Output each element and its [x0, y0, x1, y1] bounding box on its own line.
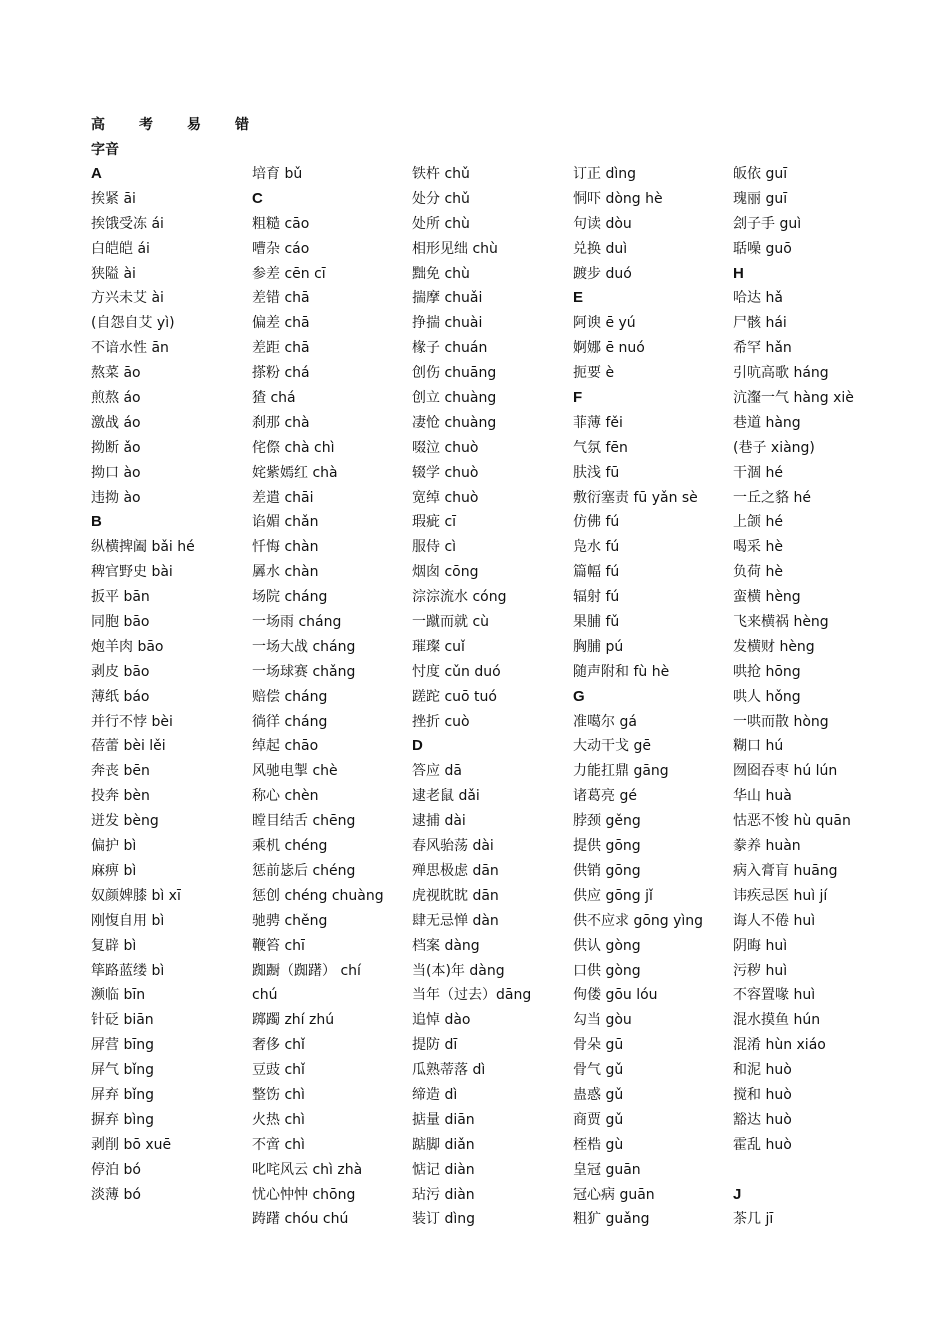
- word-entry: 聒噪 guō: [733, 240, 792, 257]
- word-entry: 服侍 cì: [412, 539, 457, 556]
- word-entry: 薄纸 báo: [91, 688, 150, 705]
- section-letter-heading: A: [91, 165, 102, 182]
- word-entry: 差遣 chāi: [252, 489, 314, 506]
- word-entry: 骨朵 gū: [573, 1037, 624, 1054]
- word-entry: 称心 chèn: [252, 788, 319, 805]
- word-entry: 病入膏肓 huāng: [733, 862, 838, 879]
- word-entry: 方兴未艾 ài: [91, 290, 164, 307]
- word-entry: 当(本)年 dàng: [412, 962, 505, 979]
- word-entry: 瑰丽 guī: [733, 190, 788, 207]
- word-entry: 篇幅 fú: [573, 564, 620, 581]
- word-entry: 供不应求 gōng yìng: [573, 912, 704, 929]
- word-entry: 供认 gòng: [573, 937, 641, 954]
- word-entry: (巷子 xiàng): [733, 439, 815, 456]
- word-entry: 脖颈 gěng: [573, 813, 641, 830]
- word-entry: 扼要 è: [573, 365, 615, 382]
- word-entry: 椽子 chuán: [412, 340, 488, 357]
- word-entry: 豆豉 chǐ: [252, 1062, 305, 1079]
- word-entry: 发横财 hèng: [733, 638, 815, 655]
- word-entry: 剥削 bō xuē: [91, 1136, 172, 1153]
- word-entry: 惩创 chéng chuàng: [252, 887, 384, 904]
- word-entry: 随声附和 fù hè: [573, 663, 670, 680]
- word-entry: 订正 dìng: [573, 166, 636, 182]
- word-entry: 挫折 cuò: [412, 713, 470, 730]
- word-entry: 培育 bǔ: [252, 166, 303, 182]
- word-entry: 勾当 gòu: [573, 1012, 632, 1029]
- word-entry: 踱步 duó: [573, 265, 632, 282]
- word-entry: 参差 cēn cī: [252, 265, 326, 282]
- word-entry: 搅和 huò: [733, 1086, 792, 1103]
- word-entry: 一哄而散 hòng: [733, 713, 829, 730]
- word-entry: 干涸 hé: [733, 464, 783, 481]
- word-entry: 嘈杂 cáo: [252, 240, 310, 257]
- word-entry: 剥皮 bāo: [91, 663, 150, 680]
- word-entry: 讳疾忌医 huì jí: [733, 887, 828, 904]
- word-entry: 拗口 ào: [91, 464, 141, 481]
- word-entry: 敷衍塞责 fū yǎn sè: [573, 489, 698, 506]
- word-entry: 姹紫嫣红 chà: [252, 464, 338, 481]
- page-title: [91, 114, 283, 134]
- section-letter-heading: G: [573, 687, 585, 705]
- word-entry: 豢养 huàn: [733, 838, 801, 855]
- word-entry: 句读 dòu: [573, 215, 632, 232]
- word-entry: 茶几 jī: [733, 1211, 774, 1228]
- word-entry: 踟蹰（踟躇） chí: [252, 962, 361, 979]
- word-entry: 熬菜 āo: [91, 365, 141, 382]
- word-entry: 炮羊肉 bāo: [91, 638, 164, 655]
- word-entry: 阴晦 huì: [733, 937, 788, 954]
- word-entry: 啜泣 chuò: [412, 439, 479, 456]
- word-entry: 皇冠 guān: [573, 1161, 641, 1178]
- word-entry: 赔偿 cháng: [252, 688, 328, 705]
- word-entry: 恫吓 dòng hè: [573, 190, 663, 207]
- word-entry: 掂量 diān: [412, 1111, 475, 1128]
- word-entry: 阿谀 ē yú: [573, 315, 636, 332]
- word-entry: 淙淙流水 cóng: [412, 589, 507, 606]
- word-entry: 拗断 ǎo: [91, 439, 141, 456]
- word-entry: 上颌 hé: [733, 514, 783, 531]
- word-entry: 供销 gōng: [573, 862, 641, 879]
- title-char: 高: [91, 117, 105, 133]
- word-entry: 火热 chì: [252, 1111, 305, 1128]
- word-entry: 偏护 bì: [91, 838, 137, 855]
- word-entry: 冠心病 guān: [573, 1186, 655, 1203]
- word-entry: 筚路蓝缕 bì: [91, 962, 165, 979]
- word-entry: 黜免 chù: [412, 265, 470, 282]
- word-entry: 忧心忡忡 chōng: [252, 1186, 356, 1203]
- word-entry: 供应 gōng jǐ: [573, 887, 653, 904]
- word-entry: [733, 1158, 893, 1183]
- word-entry: 鞭笞 chī: [252, 937, 305, 954]
- word-entry: 差错 chā: [252, 290, 310, 307]
- word-entry: 哄人 hǒng: [733, 688, 801, 705]
- word-entry: 肆无忌惮 dàn: [412, 912, 499, 929]
- page-subtitle: 字音: [91, 142, 119, 158]
- word-entry: 不谙水性 ān: [91, 340, 169, 357]
- word-entry: 怙恶不悛 hù quān: [733, 813, 851, 830]
- word-entry: 一蹴而就 cù: [412, 614, 490, 631]
- word-entry: 创立 chuàng: [412, 390, 497, 407]
- word-entry: 一场球赛 chǎng: [252, 663, 356, 680]
- word-entry: 瞠目结舌 chēng: [252, 813, 356, 830]
- word-entry: 囫囵吞枣 hú lún: [733, 763, 838, 780]
- word-column-5: [733, 162, 893, 1232]
- word-entry: 蓓蕾 bèi lěi: [91, 738, 166, 755]
- word-entry: 果脯 fǔ: [573, 614, 620, 631]
- word-entry: 挣揣 chuài: [412, 315, 483, 332]
- word-entry: 诲人不倦 huì: [733, 912, 816, 929]
- word-entry: 踌躇 chóu chú: [252, 1211, 349, 1228]
- word-entry: 投奔 bèn: [91, 788, 150, 805]
- word-entry: 蹉跎 cuō tuó: [412, 688, 497, 705]
- word-entry: 桎梏 gù: [573, 1136, 624, 1153]
- word-entry: 搽粉 chá: [252, 365, 310, 382]
- word-entry: 同胞 bāo: [91, 614, 150, 631]
- word-entry: 奴颜婢膝 bì xī: [91, 887, 181, 904]
- word-entry: 装订 dìng: [412, 1211, 475, 1228]
- word-entry: 不啻 chì: [252, 1136, 305, 1153]
- word-entry: 菲薄 fěi: [573, 414, 623, 431]
- word-entry: 哈达 hǎ: [733, 290, 783, 307]
- title-char: 考: [139, 117, 153, 133]
- word-entry: 糊口 hú: [733, 738, 784, 755]
- word-entry: 扳平 bān: [91, 589, 150, 606]
- word-entry: 整饬 chì: [252, 1086, 305, 1103]
- word-entry: 刹那 chà: [252, 414, 310, 431]
- word-entry: 偏差 chā: [252, 315, 310, 332]
- word-entry: 绰起 chāo: [252, 738, 319, 755]
- word-entry: 一场大战 cháng: [252, 638, 356, 655]
- word-entry: 麻痹 bì: [91, 862, 137, 879]
- word-entry: 商贾 gǔ: [573, 1111, 624, 1128]
- word-entry: 屏弃 bǐng: [91, 1086, 154, 1103]
- word-entry: 提供 gōng: [573, 838, 641, 855]
- word-entry: 粗糙 cāo: [252, 215, 310, 232]
- word-entry: 稗官野史 bài: [91, 564, 173, 581]
- word-entry: 奔丧 bēn: [91, 763, 150, 780]
- word-entry: 一丘之貉 hé: [733, 489, 811, 506]
- word-entry: 兑换 duì: [573, 240, 628, 257]
- word-entry: 皈依 guī: [733, 166, 788, 182]
- word-entry: 气氛 fēn: [573, 439, 628, 456]
- word-entry: 不容置喙 huì: [733, 987, 816, 1004]
- section-letter-heading: H: [733, 264, 744, 282]
- word-entry: 屏气 bǐng: [91, 1062, 154, 1079]
- word-entry: 虎视眈眈 dān: [412, 887, 499, 904]
- word-entry: 激战 áo: [91, 414, 141, 431]
- word-entry: 濒临 bīn: [91, 987, 146, 1004]
- word-entry: 惩前毖后 chéng: [252, 862, 356, 879]
- word-entry: 奢侈 chǐ: [252, 1037, 305, 1054]
- word-entry: 口供 gòng: [573, 962, 641, 979]
- word-entry: 追悼 dào: [412, 1012, 471, 1029]
- word-entry: 处所 chù: [412, 215, 470, 232]
- word-entry: 当年（过去）dāng: [412, 987, 532, 1004]
- word-entry: 仿佛 fú: [573, 514, 620, 531]
- word-entry: 纵横捭阖 bǎi hé: [91, 539, 195, 556]
- word-entry: 污秽 huì: [733, 962, 788, 979]
- word-entry: 淡薄 bó: [91, 1186, 141, 1203]
- word-entry: 负荷 hè: [733, 564, 783, 581]
- word-entry: 迸发 bèng: [91, 813, 159, 830]
- word-entry: 哄抢 hōng: [733, 663, 801, 680]
- word-column-3: [412, 162, 572, 1232]
- word-entry: 蛮横 hèng: [733, 589, 801, 606]
- word-entry: 复辟 bì: [91, 937, 137, 954]
- word-entry: 驰骋 chěng: [252, 912, 328, 929]
- word-entry: 婀娜 ē nuó: [573, 340, 645, 357]
- word-entry: 大动干戈 gē: [573, 738, 651, 755]
- word-entry: 场院 cháng: [252, 589, 328, 606]
- word-entry: 谄媚 chǎn: [252, 514, 319, 531]
- word-entry: 煎熬 áo: [91, 390, 141, 407]
- word-entry: 宽绰 chuò: [412, 489, 479, 506]
- word-entry: 踮脚 diǎn: [412, 1136, 475, 1153]
- word-entry: 霍乱 huò: [733, 1136, 792, 1153]
- word-entry: 踯躅 zhí zhú: [252, 1012, 335, 1029]
- section-letter-heading: J: [733, 1185, 742, 1203]
- word-entry: 蛊惑 gǔ: [573, 1086, 624, 1103]
- word-entry: 一场雨 cháng: [252, 614, 342, 631]
- section-letter-heading: F: [573, 389, 583, 407]
- word-entry: 沆瀣一气 hàng xiè: [733, 390, 854, 407]
- word-entry: 提防 dī: [412, 1037, 458, 1054]
- word-entry: 并行不悖 bèi: [91, 713, 173, 730]
- word-entry: 缔造 dì: [412, 1086, 458, 1103]
- word-entry: 屏营 bīng: [91, 1037, 154, 1054]
- word-entry: 刽子手 guì: [733, 215, 802, 232]
- word-column-2: [252, 162, 412, 1232]
- word-entry: 尸骸 hái: [733, 315, 787, 332]
- word-entry: 瑕疵 cī: [412, 514, 457, 531]
- word-entry: 侘傺 chà chì: [252, 439, 335, 456]
- word-entry: 烟囱 cōng: [412, 564, 479, 581]
- word-entry: 凫水 fú: [573, 539, 620, 556]
- word-entry: 挨饿受冻 ái: [91, 215, 164, 232]
- word-column-1: [91, 162, 251, 1207]
- word-entry: 羼水 chàn: [252, 564, 319, 581]
- word-entry: 春风骀荡 dài: [412, 838, 494, 855]
- word-entry: 违拗 ào: [91, 489, 141, 506]
- word-entry: 骨气 gǔ: [573, 1062, 624, 1079]
- word-entry: 瓜熟蒂落 dì: [412, 1062, 486, 1079]
- word-entry: 停泊 bó: [91, 1161, 141, 1178]
- word-entry: 喝采 hè: [733, 539, 783, 556]
- word-entry: 徜徉 cháng: [252, 713, 328, 730]
- word-entry: 相形见绌 chù: [412, 240, 498, 257]
- word-entry: 希罕 hǎn: [733, 340, 792, 357]
- word-entry: 准噶尔 gá: [573, 713, 637, 730]
- word-entry: 混淆 hùn xiáo: [733, 1037, 826, 1054]
- word-column-4: [573, 162, 733, 1232]
- word-entry: 巷道 hàng: [733, 414, 801, 431]
- word-entry: 逮老鼠 dǎi: [412, 788, 480, 805]
- word-entry: 摒弃 bìng: [91, 1111, 154, 1128]
- word-entry: 辐射 fú: [573, 589, 620, 606]
- word-entry: 粗犷 guǎng: [573, 1211, 650, 1228]
- section-letter-heading: B: [91, 513, 102, 531]
- word-entry: 答应 dā: [412, 763, 462, 780]
- word-entry: 风驰电掣 chè: [252, 763, 338, 780]
- word-entry: 叱咤风云 chì zhà: [252, 1161, 363, 1178]
- word-entry: 挨紧 āi: [91, 190, 136, 207]
- word-entry: 创伤 chuāng: [412, 365, 497, 382]
- word-entry: 玷污 diàn: [412, 1186, 475, 1203]
- word-entry: 铁杵 chǔ: [412, 166, 470, 182]
- word-entry: chú: [252, 987, 278, 1004]
- word-entry: 引吭高歌 háng: [733, 365, 829, 382]
- word-entry: 差距 chā: [252, 340, 310, 357]
- word-entry: 忖度 cǔn duó: [412, 663, 501, 680]
- word-entry: 处分 chǔ: [412, 190, 470, 207]
- word-entry: 乘机 chéng: [252, 838, 328, 855]
- word-entry: 猹 chá: [252, 390, 296, 407]
- word-entry: 档案 dàng: [412, 937, 480, 954]
- word-entry: 忏悔 chàn: [252, 539, 319, 556]
- word-entry: 豁达 huò: [733, 1111, 792, 1128]
- word-entry: 飞来横祸 hèng: [733, 614, 829, 631]
- word-entry: 凄怆 chuàng: [412, 414, 497, 431]
- word-entry: 力能扛鼎 gāng: [573, 763, 669, 780]
- word-entry: 惦记 diàn: [412, 1161, 475, 1178]
- word-entry: 佝偻 gōu lóu: [573, 987, 658, 1004]
- section-letter-heading: D: [412, 737, 423, 755]
- word-entry: 辍学 chuò: [412, 464, 479, 481]
- word-entry: 殚思极虑 dān: [412, 862, 499, 879]
- section-letter-heading: E: [573, 289, 584, 307]
- word-entry: 胸脯 pú: [573, 638, 624, 655]
- title-char: 易: [187, 117, 201, 133]
- section-letter-heading: C: [252, 189, 263, 207]
- word-entry: (自怨自艾 yì): [91, 315, 175, 332]
- word-entry: 诸葛亮 gé: [573, 788, 637, 805]
- word-entry: 刚愎自用 bì: [91, 912, 165, 929]
- word-entry: 和泥 huò: [733, 1062, 792, 1079]
- word-entry: 璀璨 cuǐ: [412, 638, 465, 655]
- word-entry: 狭隘 ài: [91, 265, 136, 282]
- word-entry: 针砭 biān: [91, 1012, 154, 1029]
- word-entry: 揣摩 chuǎi: [412, 290, 483, 307]
- title-char: 错: [235, 117, 249, 133]
- word-entry: 华山 huà: [733, 788, 792, 805]
- word-entry: 逮捕 dài: [412, 813, 466, 830]
- word-entry: 肤浅 fū: [573, 464, 620, 481]
- word-entry: 混水摸鱼 hún: [733, 1012, 821, 1029]
- word-entry: 白皑皑 ái: [91, 240, 150, 257]
